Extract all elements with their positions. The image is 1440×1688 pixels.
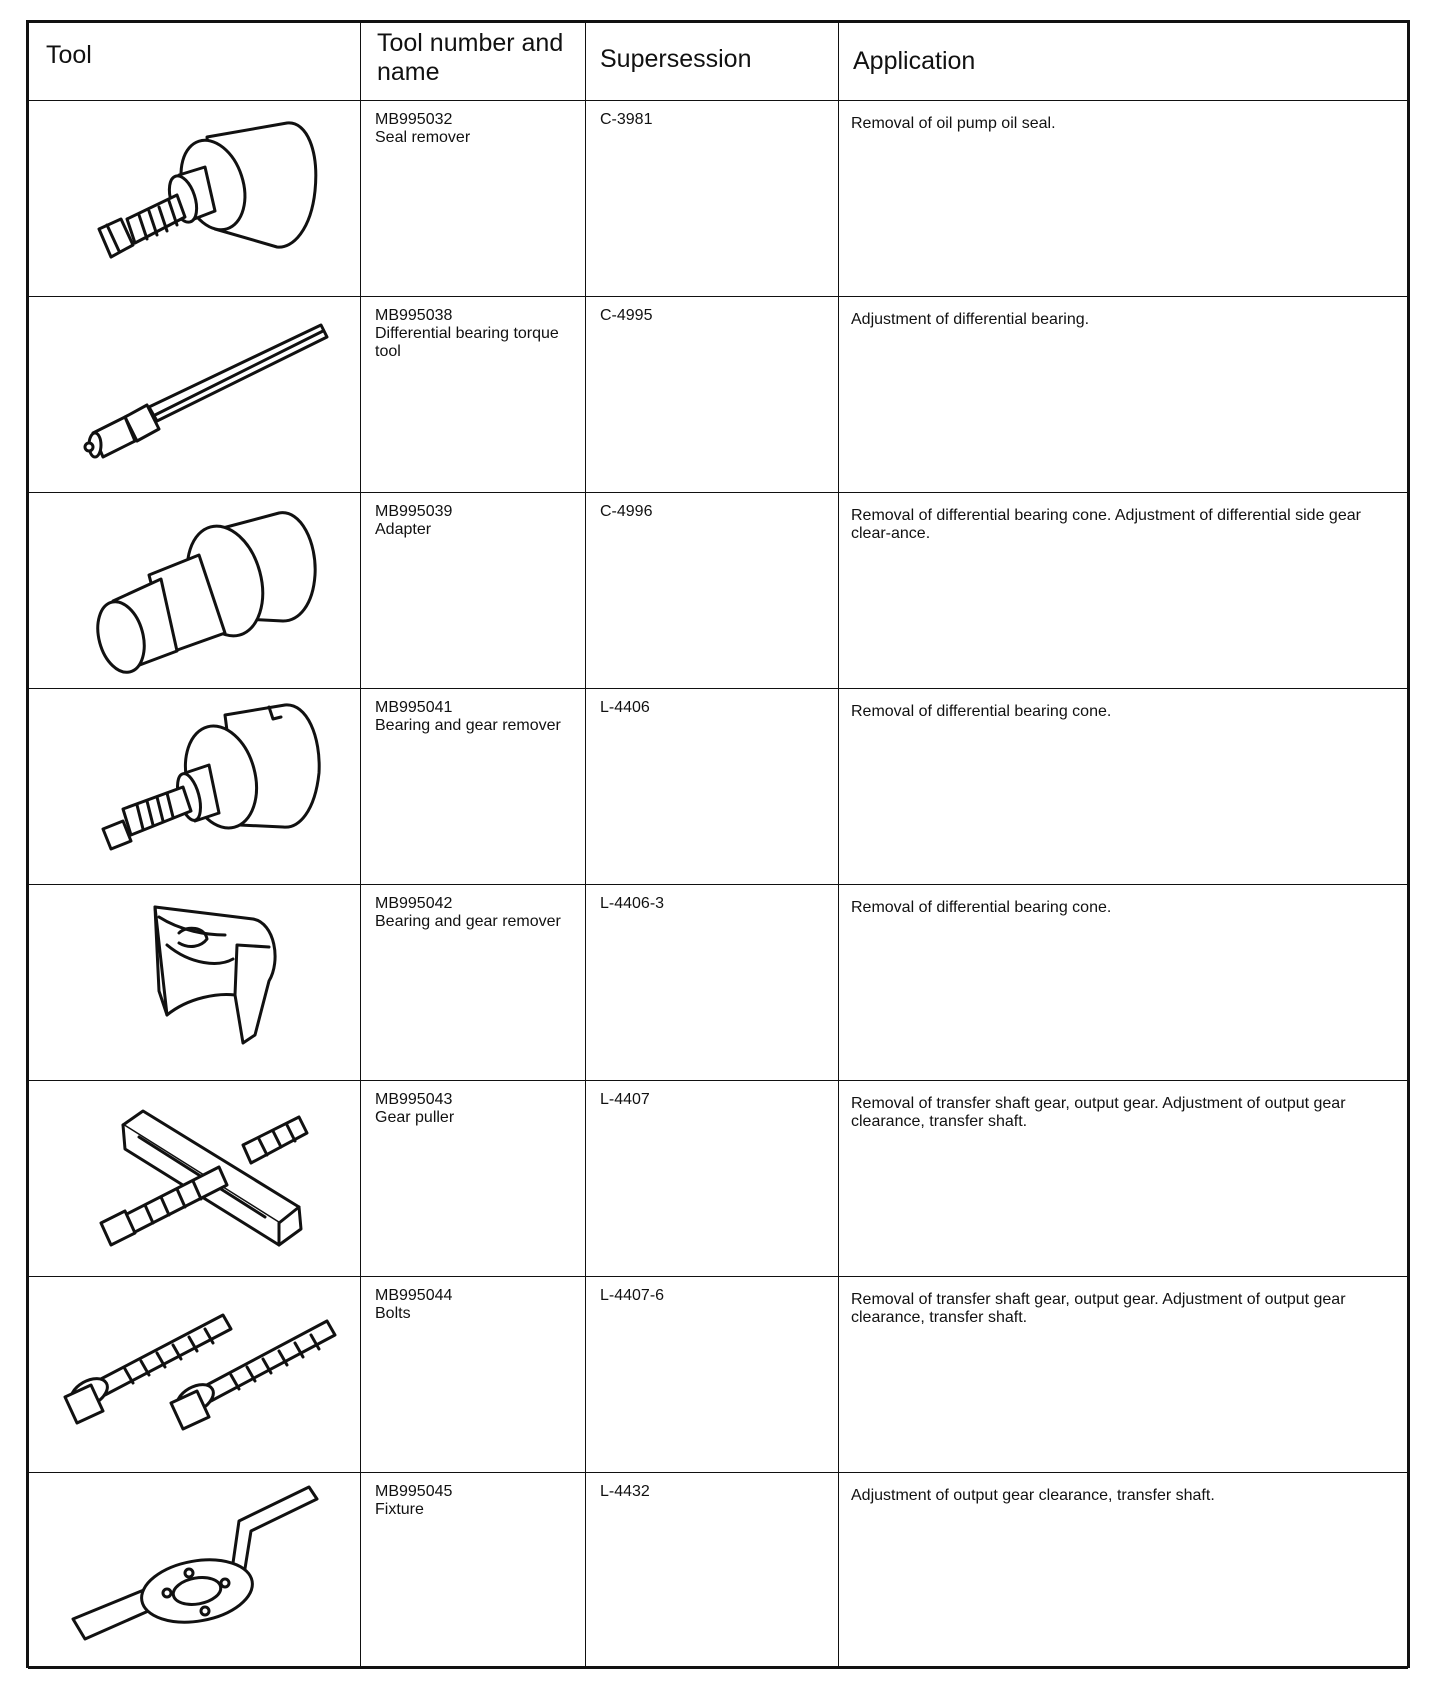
tool-name: Bolts	[375, 1305, 411, 1322]
application-cell: Adjustment of output gear clearance, transfer shaft.	[839, 1473, 1408, 1669]
tool-number-and-name-cell	[361, 1473, 586, 1669]
supersession-cell: C-3981	[586, 101, 839, 297]
table-row	[29, 1277, 1408, 1473]
application-cell: Removal of transfer shaft gear, output gear. Adjustment of output gear clearance, transfer shaft.	[839, 1277, 1408, 1473]
table-row	[29, 493, 1408, 689]
application-cell: Removal of differential bearing cone.	[839, 689, 1408, 885]
tool-number-and-name-cell	[361, 101, 586, 297]
supersession-cell: L-4407-6	[586, 1277, 839, 1473]
supersession-cell: C-4995	[586, 297, 839, 493]
table-row	[29, 297, 1408, 493]
supersession-cell: C-4996	[586, 493, 839, 689]
tool-number-and-name-cell	[361, 297, 586, 493]
tool-number: MB995042	[375, 895, 453, 912]
header-application: Application	[839, 23, 1408, 101]
fixture-illustration	[29, 1473, 359, 1667]
supersession-cell: L-4406	[586, 689, 839, 885]
tool-illustration-cell	[29, 689, 361, 885]
tool-number: MB995039	[375, 503, 453, 520]
application-cell: Adjustment of differential bearing.	[839, 297, 1408, 493]
tool-illustration-cell	[29, 1473, 361, 1669]
tool-name: Bearing and gear remover	[375, 913, 561, 930]
tool-illustration-cell	[29, 885, 361, 1081]
table-row	[29, 1473, 1408, 1669]
application-cell: Removal of oil pump oil seal.	[839, 101, 1408, 297]
tool-number: MB995038	[375, 307, 453, 324]
tool-number: MB995044	[375, 1287, 453, 1304]
tool-illustration-cell	[29, 1081, 361, 1277]
seal-remover-illustration	[29, 101, 359, 295]
special-tools-table-page	[26, 20, 1410, 1668]
tool-number: MB995032	[375, 111, 453, 128]
tool-name: Fixture	[375, 1501, 424, 1518]
tool-name: Bearing and gear remover	[375, 717, 561, 734]
tool-number: MB995045	[375, 1483, 453, 1500]
table-row	[29, 885, 1408, 1081]
torque-tool-illustration	[29, 297, 359, 491]
header-tool-number-and-name: Tool number and name	[361, 23, 586, 101]
supersession-cell: L-4406-3	[586, 885, 839, 1081]
tool-number-and-name-cell	[361, 1277, 586, 1473]
tool-name: Adapter	[375, 521, 432, 538]
header-supersession: Supersession	[586, 23, 839, 101]
tool-illustration-cell	[29, 493, 361, 689]
bolts-illustration	[29, 1277, 359, 1471]
tool-name: Differential bearing torque tool	[375, 325, 559, 360]
application-cell: Removal of differential bearing cone. Adjustment of differential side gear clear-ance.	[839, 493, 1408, 689]
half-collar-illustration	[29, 885, 359, 1079]
tool-number-and-name-cell	[361, 689, 586, 885]
table-row	[29, 689, 1408, 885]
tool-number-and-name-cell	[361, 1081, 586, 1277]
bearing-gear-remover-illustration	[29, 689, 359, 883]
table-header-row	[29, 23, 1408, 101]
header-tool: Tool	[29, 23, 361, 101]
gear-puller-illustration	[29, 1081, 359, 1275]
tool-illustration-cell	[29, 101, 361, 297]
application-cell: Removal of differential bearing cone.	[839, 885, 1408, 1081]
tool-number: MB995043	[375, 1091, 453, 1108]
adapter-illustration	[29, 493, 359, 687]
table-row	[29, 1081, 1408, 1277]
application-cell: Removal of transfer shaft gear, output gear. Adjustment of output gear clearance, transfer shaft.	[839, 1081, 1408, 1277]
supersession-cell: L-4432	[586, 1473, 839, 1669]
tool-illustration-cell	[29, 1277, 361, 1473]
tool-number-and-name-cell	[361, 493, 586, 689]
tool-name: Seal remover	[375, 129, 471, 146]
tool-number-and-name-cell	[361, 885, 586, 1081]
special-tools-table	[28, 22, 1408, 1669]
tool-name: Gear puller	[375, 1109, 455, 1126]
tool-illustration-cell	[29, 297, 361, 493]
tool-number: MB995041	[375, 699, 453, 716]
supersession-cell: L-4407	[586, 1081, 839, 1277]
table-row	[29, 101, 1408, 297]
